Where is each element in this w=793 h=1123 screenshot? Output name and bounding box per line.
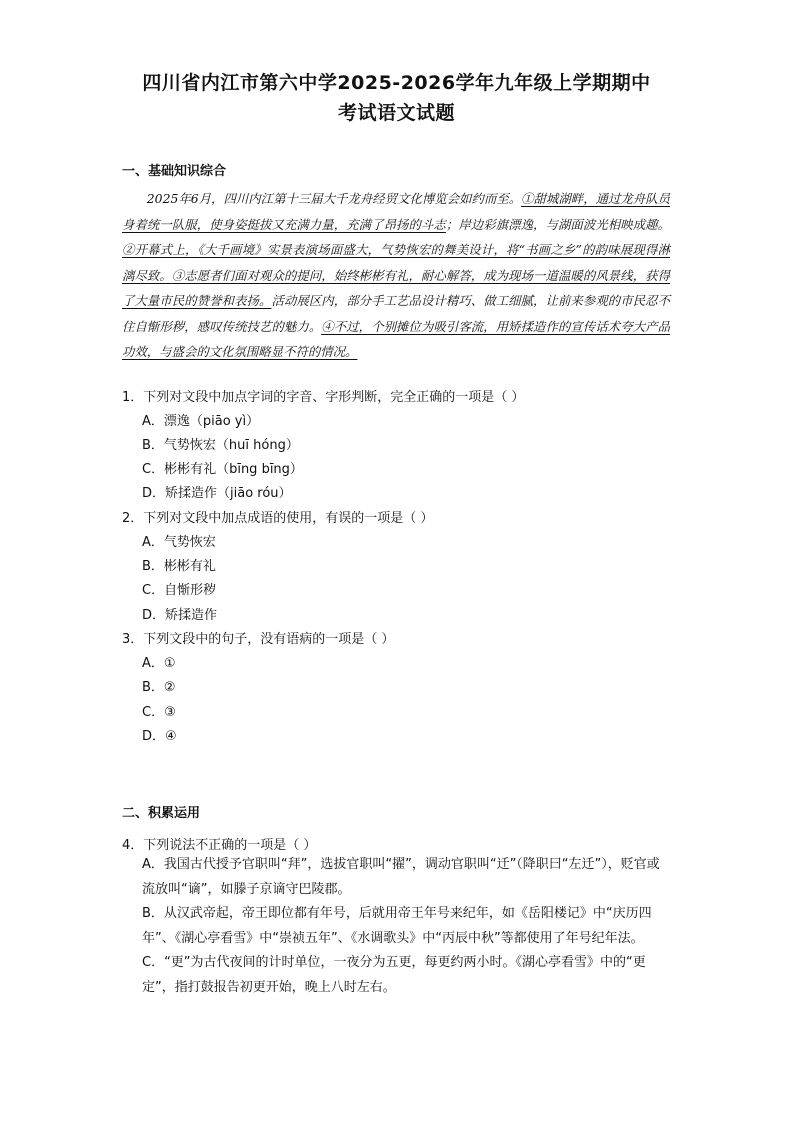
question-4-option-a[interactable]: A．我国古代授予官职叫“拜”，选拔官职叫“擢”，调动官职叫“迁”（降职曰“左迁”），贬官或流放叫“谪”，如滕子京谪守巴陵郡。 bbox=[142, 857, 660, 897]
question-3-option-b[interactable]: B．② bbox=[142, 680, 176, 695]
question-2-option-c[interactable]: C．自惭形秽 bbox=[142, 583, 217, 598]
question-3-option-a[interactable]: A．① bbox=[142, 656, 176, 671]
question-2-stem: 2．下列对文段中加点成语的使用，有误的一项是（ ） bbox=[122, 511, 434, 526]
question-4-option-c[interactable]: C．“更”为古代夜间的计时单位，一夜分为五更，每更约两小时。《湖心亭看雪》中的“更定”，指打鼓报告初更开始，晚上八时左右。 bbox=[142, 955, 646, 995]
reading-passage bbox=[122, 186, 670, 365]
page-title-line2: 考试语文试题 bbox=[337, 102, 455, 124]
passage-sentence-2: ；岸边彩旗漂逸，与湖面波光相映成趣。 bbox=[445, 216, 671, 232]
question-3-stem: 3．下列文段中的句子，没有语病的一项是（ ） bbox=[122, 632, 395, 647]
page-title-line1: 四川省内江市第六中学2025-2026学年九年级上学期期中 bbox=[142, 72, 651, 94]
passage-sentence-5: 活动展区内，部分手工艺品设计精巧、做工细腻，让前来参观的市民忍不住自惭形秽，感叹传统技艺的魅力。 bbox=[122, 293, 671, 334]
section-heading-basic: 一、基础知识综合 bbox=[122, 164, 227, 179]
question-1-option-d[interactable]: D．矫揉造作（jiāo róu） bbox=[142, 486, 292, 501]
question-4-options bbox=[142, 853, 672, 1000]
question-1-option-a[interactable]: A．漂逸（piāo yì） bbox=[142, 414, 260, 429]
passage-sentence-0: 2025年6月，四川内江第十三届大千龙舟经贸文化博览会如约而至。 bbox=[146, 191, 522, 206]
question-2-option-a[interactable]: A．气势恢宏 bbox=[142, 535, 216, 550]
passage-sentence-6: ④不过，个别摊位为吸引客流，用矫揉造作的宣传话术夸大产品功效，与盛会的文化氛围略显不符的情况。 bbox=[122, 318, 671, 359]
question-1-option-c[interactable]: C．彬彬有礼（bīng bīng） bbox=[142, 462, 303, 477]
passage-sentence-4: ③志愿者们面对观众的提问，始终彬彬有礼，耐心解答，成为现场一道温暖的风景线，获得了大量市民的赞誉和表扬。 bbox=[122, 267, 671, 308]
section-heading-accumulation: 二、积累运用 bbox=[122, 806, 201, 821]
question-2-option-d[interactable]: D．矫揉造作 bbox=[142, 608, 218, 623]
passage-sentence-3: ②开幕式上，《大千画境》实景表演场面盛大，气势恢宏的舞美设计，将“书画之乡”的韵味展现得淋漓尽致。 bbox=[122, 242, 670, 283]
question-3-option-d[interactable]: D．④ bbox=[142, 729, 177, 744]
question-2-option-b[interactable]: B．彬彬有礼 bbox=[142, 559, 216, 574]
question-4-stem: 4．下列说法不正确的一项是（ ） bbox=[122, 838, 317, 853]
question-3-option-c[interactable]: C．③ bbox=[142, 705, 176, 720]
question-1-stem: 1．下列对文段中加点字词的字音、字形判断，完全正确的一项是（ ） bbox=[122, 390, 525, 405]
question-1-option-b[interactable]: B．气势恢宏（huī hóng） bbox=[142, 438, 299, 453]
passage-sentence-1: ①甜城湖畔，通过龙舟队员身着统一队服，使身姿挺拔又充满力量，充满了昂扬的斗志 bbox=[122, 191, 671, 232]
question-4-option-b[interactable]: B．从汉武帝起，帝王即位都有年号，后就用帝王年号来纪年，如《岳阳楼记》中“庆历四年”、《湖心亭看雪》中“崇祯五年”、《水调歌头》中“丙辰中秋”等都使用了年号纪年法。 bbox=[142, 906, 652, 946]
